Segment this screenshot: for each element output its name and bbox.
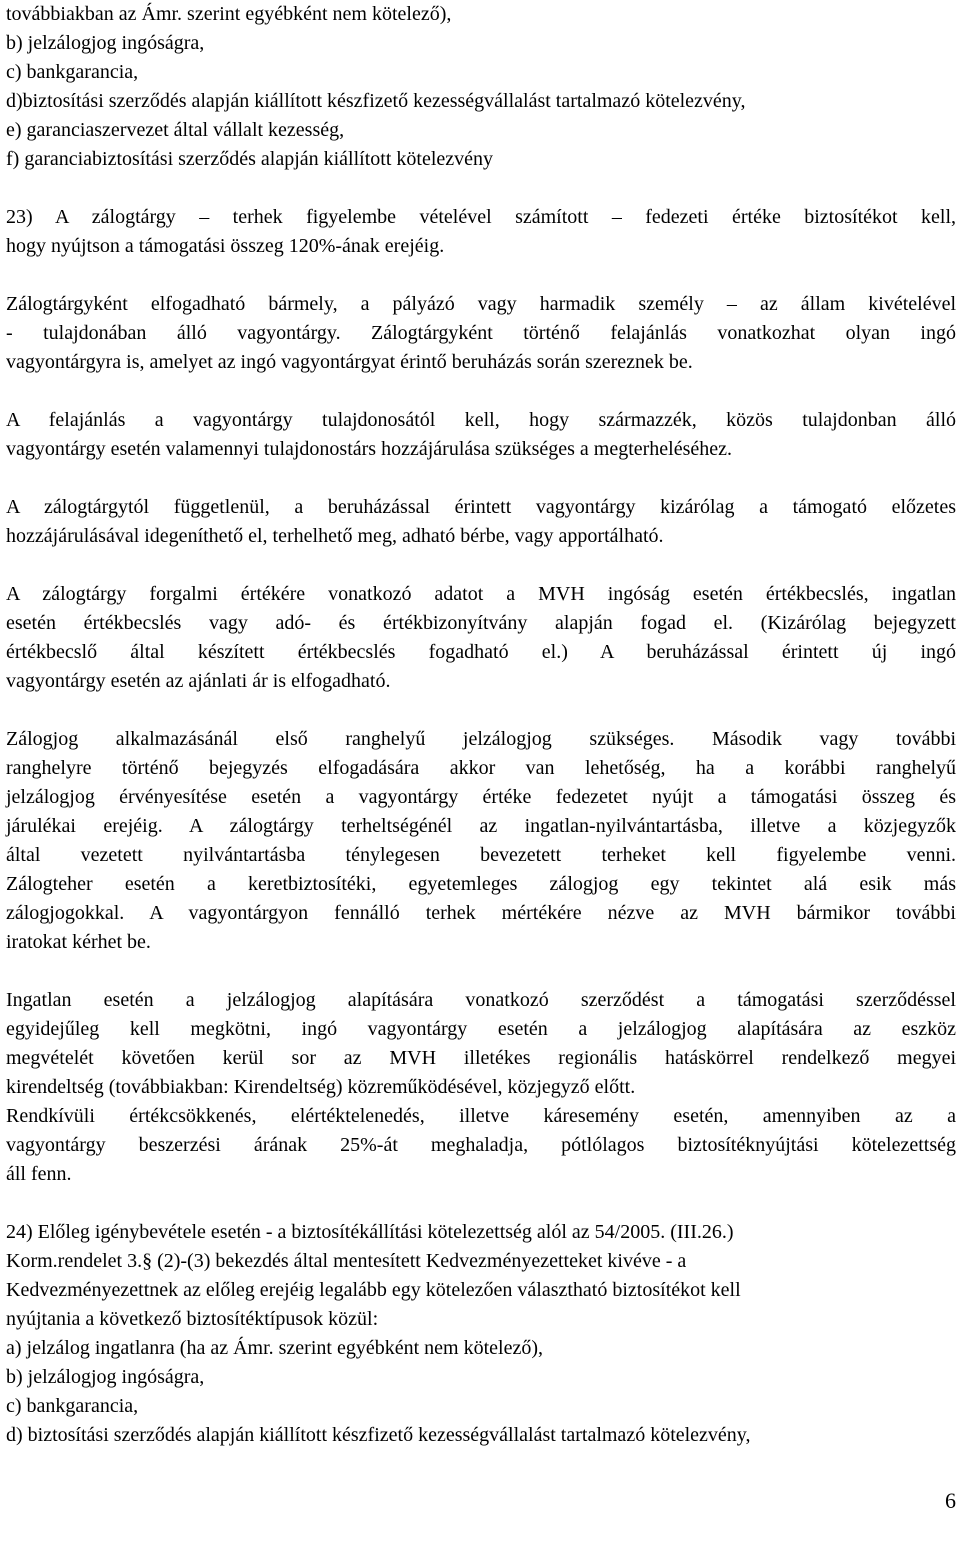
text-line: által vezetett nyilvántartásba ténylegesen bevezetett terheket kell figyelembe venni. — [6, 844, 956, 866]
paragraph-ingatlan — [6, 986, 956, 1189]
text-line: Ingatlan esetén a jelzálogjog alapítására vonatkozó szerződést a támogatási szerződéssel — [6, 989, 956, 1011]
text-line: egyidejűleg kell megkötni, ingó vagyontárgy esetén a jelzálogjog alapítására az eszköz — [6, 1018, 956, 1040]
text-line: vagyontárgyra is, amelyet az ingó vagyontárgyat érintő beruházás során szereznek be. — [6, 351, 693, 373]
paragraph-zalogjog — [6, 725, 956, 957]
paragraph-felajanlas — [6, 406, 956, 464]
text-line: Rendkívüli értékcsökkenés, elértéktelenedés, illetve káresemény esetén, amennyiben az a — [6, 1105, 956, 1127]
paragraph-fuggetlenul — [6, 493, 956, 551]
text-line: d) biztosítási szerződés alapján kiállított készfizető kezességvállalást tartalmazó kötelezvény, — [6, 1424, 751, 1446]
text-line: vagyontárgy esetén az ajánlati ár is elfogadható. — [6, 670, 391, 692]
text-line: vagyontárgy esetén valamennyi tulajdonostárs hozzájárulása szükséges a megterheléséhez. — [6, 438, 733, 460]
text-line: b) jelzálogjog ingóságra, — [6, 1366, 205, 1388]
text-line: Zálogteher esetén a keretbiztosítéki, egyetemleges zálogjog egy tekintet alá esik más — [6, 873, 956, 895]
text-line: A felajánlás a vagyontárgy tulajdonosától kell, hogy származzék, közös tulajdonban álló — [6, 409, 956, 431]
text-line: - tulajdonában álló vagyontárgy. Zálogtárgyként történő felajánlás vonatkozhat olyan ingó — [6, 322, 956, 344]
text-line: hogy nyújtson a támogatási összeg 120%-ának erejéig. — [6, 235, 445, 257]
text-line: áll fenn. — [6, 1163, 72, 1185]
text-line: f) garanciabiztosítási szerződés alapján kiállított kötelezvény — [6, 148, 494, 170]
text-line: megvételét követően kerül sor az MVH illetékes regionális hatáskörrel rendelkező megyei — [6, 1047, 956, 1069]
paragraph-24 — [6, 1218, 956, 1450]
text-line: továbbiakban az Ámr. szerint egyébként nem kötelező), — [6, 3, 452, 25]
paragraph-23 — [6, 203, 956, 261]
text-line: nyújtania a következő biztosítéktípusok közül: — [6, 1308, 379, 1330]
text-line: A zálogtárgytól függetlenül, a beruházással érintett vagyontárgy kizárólag a támogató előzetes — [6, 496, 956, 518]
text-line: c) bankgarancia, — [6, 61, 139, 83]
text-line: d)biztosítási szerződés alapján kiállított készfizető kezességvállalást tartalmazó kötelezvény, — [6, 90, 746, 112]
text-line: b) jelzálogjog ingóságra, — [6, 32, 205, 54]
text-line: zálogjogokkal. A vagyontárgyon fennálló terhek mértékére nézve az MVH bármikor további — [6, 902, 956, 924]
text-line: esetén értékbecslés vagy adó- és értékbizonyítvány alapján fogad el. (Kizárólag bejegyzett — [6, 612, 956, 634]
text-line: a) jelzálog ingatlanra (ha az Ámr. szerint egyébként nem kötelező), — [6, 1337, 543, 1359]
text-line: A zálogtárgy forgalmi értékére vonatkozó adatot a MVH ingóság esetén értékbecslés, ingatlan — [6, 583, 956, 605]
text-line: c) bankgarancia, — [6, 1395, 139, 1417]
text-line: ranghelyre történő bejegyzés elfogadására akkor van lehetőség, ha a korábbi ranghelyű — [6, 757, 956, 779]
paragraph-forgalmi — [6, 580, 956, 696]
document-page — [6, 0, 956, 1450]
text-line: Zálogjog alkalmazásánál első ranghelyű jelzálogjog szükséges. Második vagy további — [6, 728, 956, 750]
text-line: Zálogtárgyként elfogadható bármely, a pályázó vagy harmadik személy – az állam kivételével — [6, 293, 956, 315]
text-line: jelzálogjog érvényesítése esetén a vagyontárgy értéke fedezetet nyújt a támogatási összeg és — [6, 786, 956, 808]
text-line: értékbecslő által készített értékbecslés fogadható el.) A beruházással érintett új ingó — [6, 641, 956, 663]
text-line: kirendeltség (továbbiakban: Kirendeltség) közreműködésével, közjegyző előtt. — [6, 1076, 636, 1098]
text-line: 24) Előleg igénybevétele esetén - a biztosítékállítási kötelezettség alól az 54/2005. (III.26.) — [6, 1221, 734, 1243]
text-line: járulékai erejéig. A zálogtárgy terheltségénél az ingatlan-nyilvántartásba, illetve a közjegyzők — [6, 815, 956, 837]
text-line: Kedvezményezettnek az előleg erejéig legalább egy kötelezően választható biztosítékot kell — [6, 1279, 741, 1301]
page-number: 6 — [945, 1488, 956, 1513]
guarantee-list-top — [6, 0, 956, 174]
text-line: iratokat kérhet be. — [6, 931, 151, 953]
text-line: hozzájárulásával idegeníthető el, terhelhető meg, adható bérbe, vagy apportálható. — [6, 525, 664, 547]
text-line: Korm.rendelet 3.§ (2)-(3) bekezdés által mentesített Kedvezményezetteket kivéve - a — [6, 1250, 687, 1272]
text-line: 23) A zálogtárgy – terhek figyelembe vételével számított – fedezeti értéke biztosítékot kell, — [6, 206, 956, 228]
text-line: e) garanciaszervezet által vállalt kezesség, — [6, 119, 345, 141]
text-line: vagyontárgy beszerzési árának 25%-át meghaladja, pótlólagos biztosítéknyújtási kötelezettség — [6, 1134, 956, 1156]
paragraph-zalogtargy — [6, 290, 956, 377]
